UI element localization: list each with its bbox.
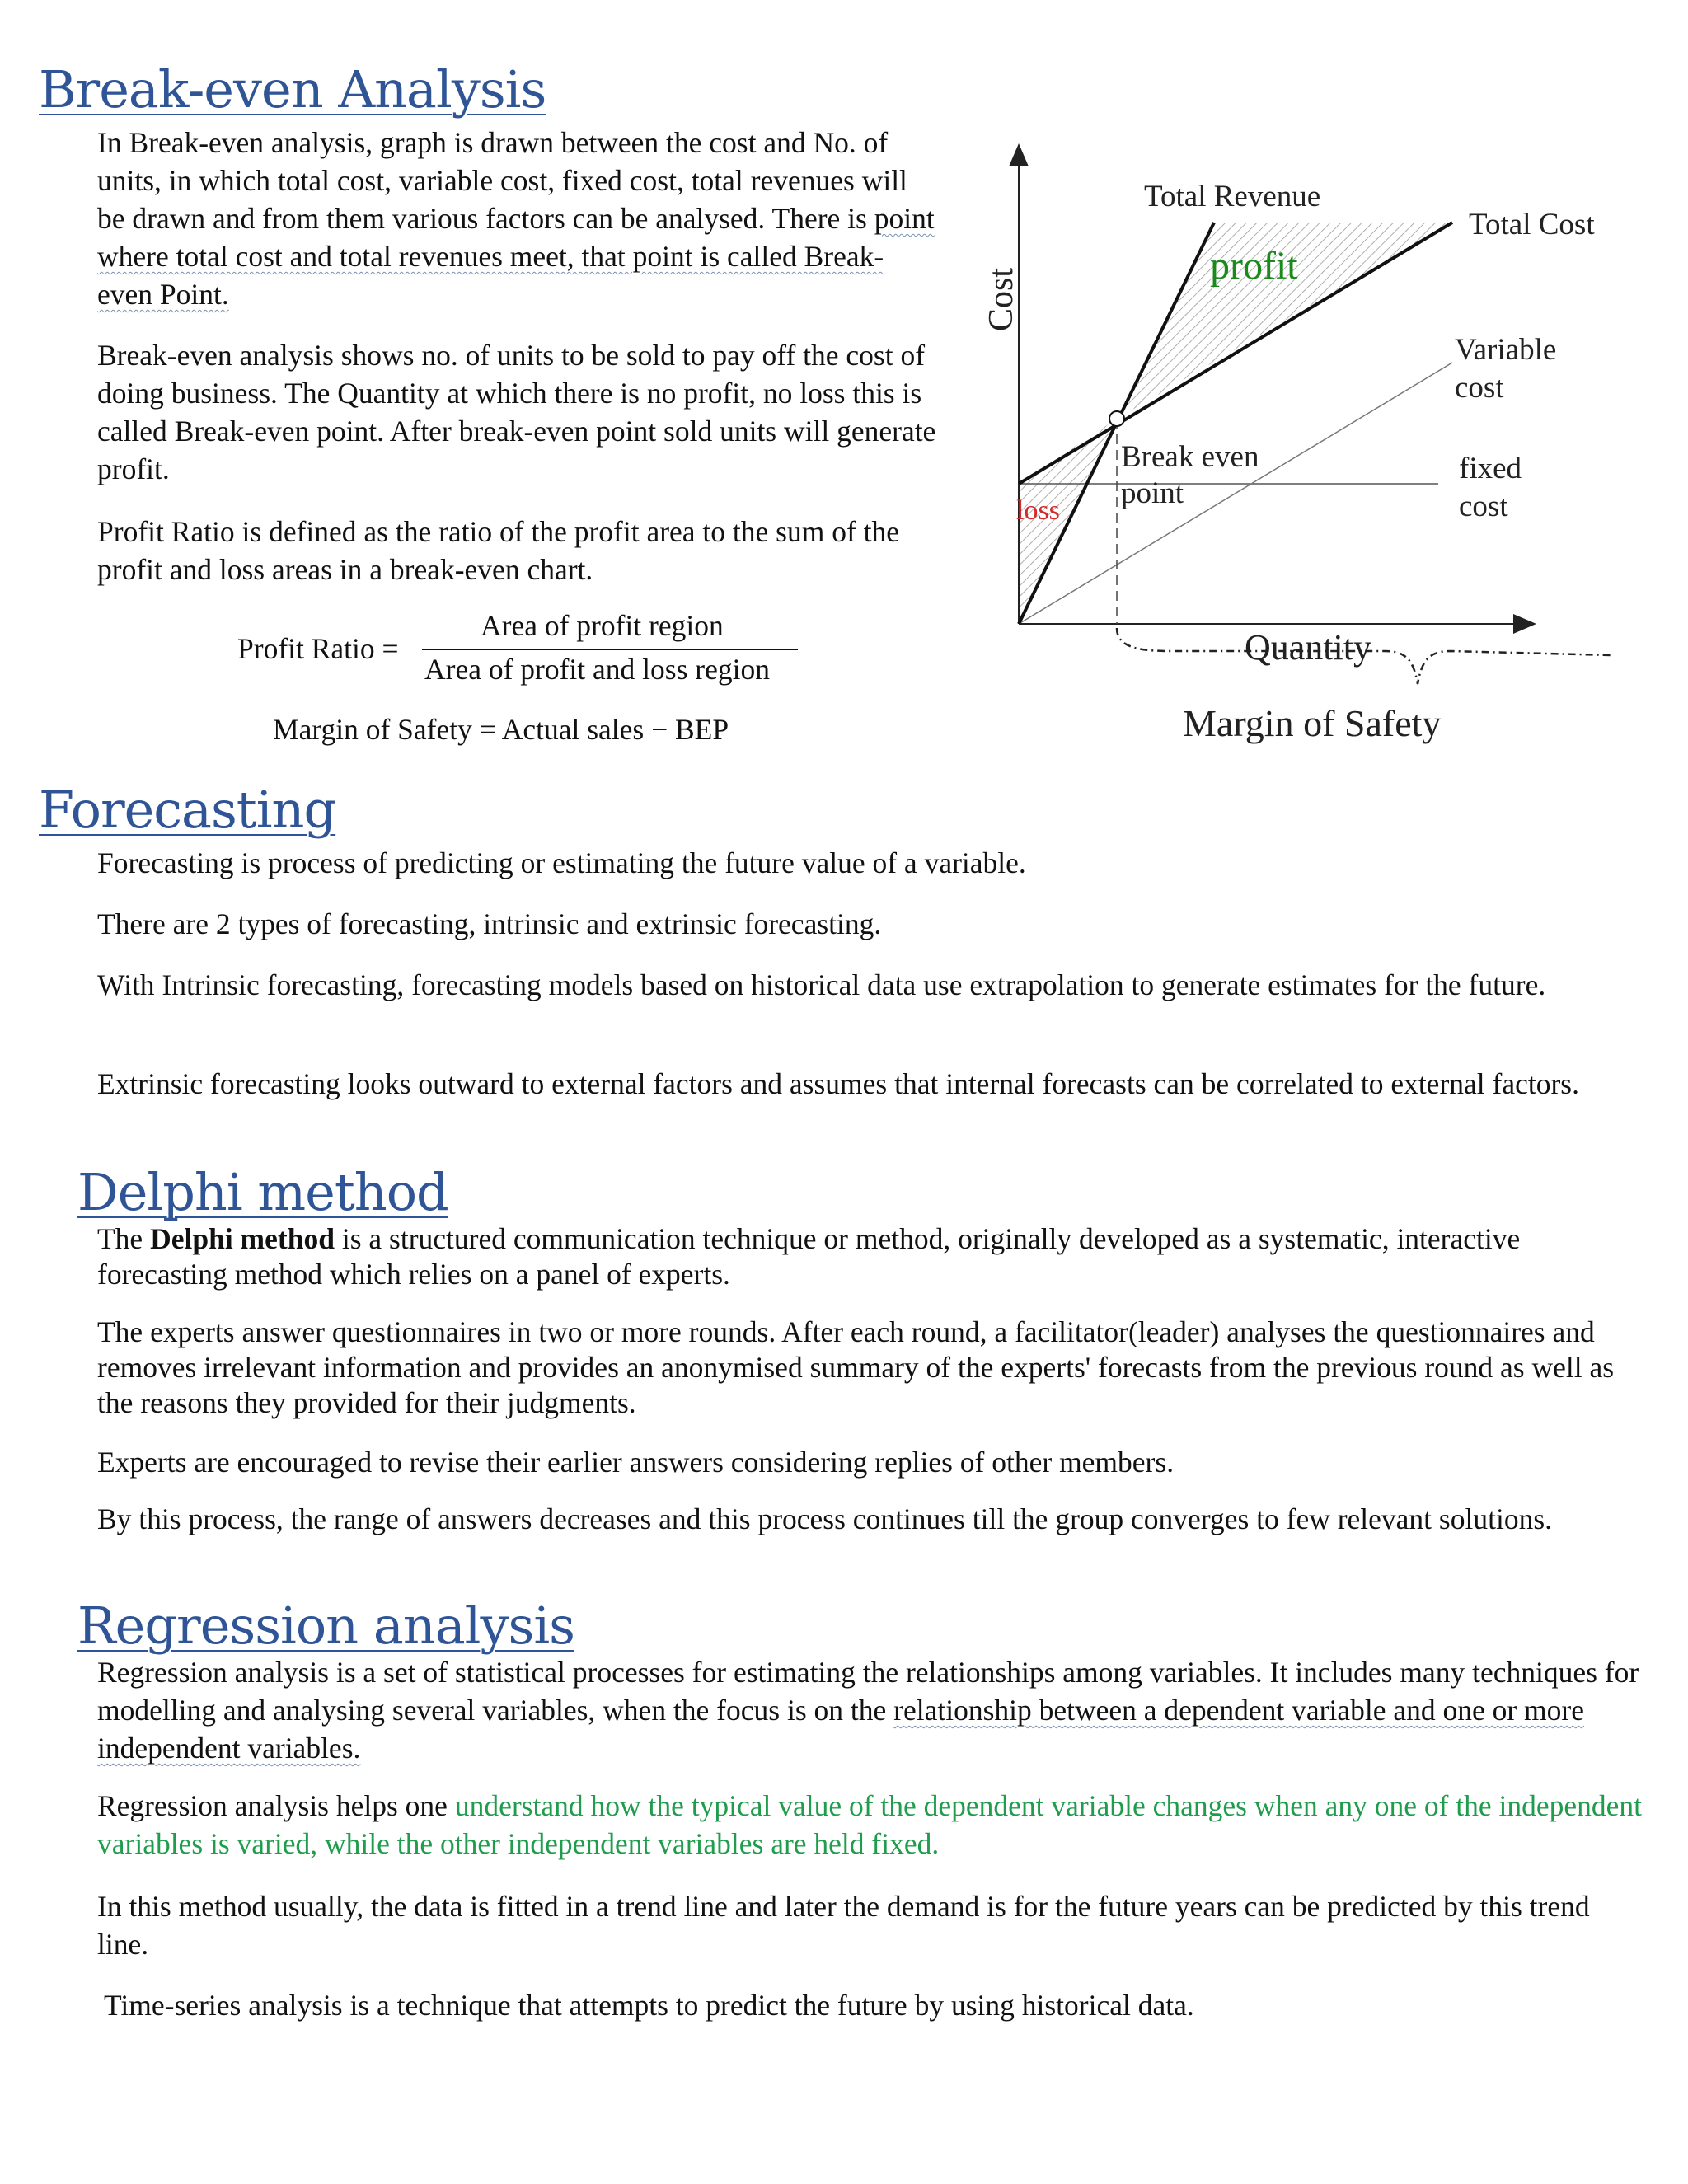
fixed-cost-label-1: fixed (1459, 452, 1522, 485)
breakeven-heading: Break-even Analysis (39, 59, 546, 120)
variable-cost-label-1: Variable (1455, 333, 1557, 367)
forecasting-paragraph-4: Extrinsic forecasting looks outward to external factors and assumes that internal forecasts can be correlated to external factors. (97, 1067, 1579, 1100)
formula-denominator: Area of profit and loss region (424, 653, 770, 686)
delphi-paragraph-4: By this process, the range of answers decreases and this process continues till the group converges to few relevant solutions. (97, 1502, 1553, 1535)
forecasting-heading: Forecasting (39, 780, 336, 840)
formula-numerator: Area of profit region (481, 609, 724, 642)
breakeven-label-1: Break even (1121, 440, 1259, 474)
regression-paragraph-1 (97, 1653, 1647, 1767)
y-axis-label: Cost (982, 267, 1020, 331)
total-revenue-label: Total Revenue (1144, 180, 1321, 213)
formula-lhs: Profit Ratio = (237, 632, 399, 665)
breakeven-p1-underlined: point where total cost and total revenues meet, that point is called Break-even Point. (97, 202, 935, 311)
regression-p2-highlight: understand how the typical value of the dependent variable changes when any one of the independent variables is varied, while the other independent variables are held fixed. (97, 1789, 1643, 1860)
profit-label: profit (1210, 244, 1298, 288)
margin-of-safety-formula: Margin of Safety = Actual sales − BEP (273, 713, 729, 746)
regression-heading: Regression analysis (77, 1596, 574, 1656)
regression-p1-underlined: relationship between a dependent variable and one or more independent variables. (97, 1694, 1584, 1765)
breakeven-paragraph-1 (97, 124, 938, 313)
forecasting-paragraph-1: Forecasting is process of predicting or estimating the future value of a variable. (97, 846, 1026, 879)
formula-fraction-bar (422, 649, 798, 650)
forecasting-paragraph-2: There are 2 types of forecasting, intrinsic and extrinsic forecasting. (97, 907, 882, 940)
delphi-paragraph-2: The experts answer questionnaires in two or more rounds. After each round, a facilitator(leader) analyses the questionnaires and removes irrelevant information and provides an anonymised summary of the experts' forecasts from the previous round as well as the reasons they provided for their judgments. (97, 1315, 1615, 1419)
delphi-p1-post: is a structured communication technique or method, originally developed as a systematic, interactive forecasting method which relies on a panel of experts. (97, 1222, 1521, 1291)
delphi-paragraph-3: Experts are encouraged to revise their earlier answers considering replies of other members. (97, 1446, 1175, 1479)
delphi-p1-pre: The (97, 1222, 151, 1255)
x-axis-label: Quantity (1245, 627, 1372, 668)
delphi-paragraph-1 (97, 1221, 1647, 1292)
regression-paragraph-3: In this method usually, the data is fitted in a trend line and later the demand is for the future years can be predicted by this trend line. (97, 1890, 1590, 1961)
breakeven-paragraph-2: Break-even analysis shows no. of units to be sold to pay off the cost of doing business. The Quantity at which there is no profit, no loss this is called Break-even point. After break-even point sold units will generate profit. (97, 339, 936, 485)
breakeven-label-2: point (1121, 476, 1184, 510)
regression-p1-text: Regression analysis is a set of statistical processes for estimating the relationships among variables. It includes many techniques for modelling and analysing several variables, when the focus is on the (97, 1656, 1639, 1727)
fixed-cost-label-2: cost (1459, 490, 1508, 523)
forecasting-paragraph-3: With Intrinsic forecasting, forecasting models based on historical data use extrapolation to generate estimates for the future. (97, 968, 1546, 1001)
total-cost-label: Total Cost (1469, 208, 1595, 241)
breakeven-chart (956, 124, 1615, 750)
variable-cost-label-2: cost (1455, 371, 1504, 405)
breakeven-p1-text: In Break-even analysis, graph is drawn between the cost and No. of units, in which total cost, variable cost, fixed cost, total revenues will be drawn and from them various factors can be analysed. There is (97, 126, 907, 235)
regression-p2-text: Regression analysis helps one (97, 1789, 455, 1822)
regression-paragraph-2 (97, 1787, 1663, 1863)
profit-ratio-definition: Profit Ratio is defined as the ratio of the profit area to the sum of the profit and loss areas in a break-even chart. (97, 515, 900, 586)
loss-label: loss (1016, 495, 1060, 526)
delphi-heading: Delphi method (77, 1162, 448, 1222)
delphi-p1-bold: Delphi method (150, 1222, 335, 1255)
margin-of-safety-label: Margin of Safety (1183, 702, 1442, 744)
regression-paragraph-4: Time-series analysis is a technique that attempts to predict the future by using historical data. (104, 1989, 1194, 2022)
breakeven-point-marker (1109, 411, 1124, 426)
